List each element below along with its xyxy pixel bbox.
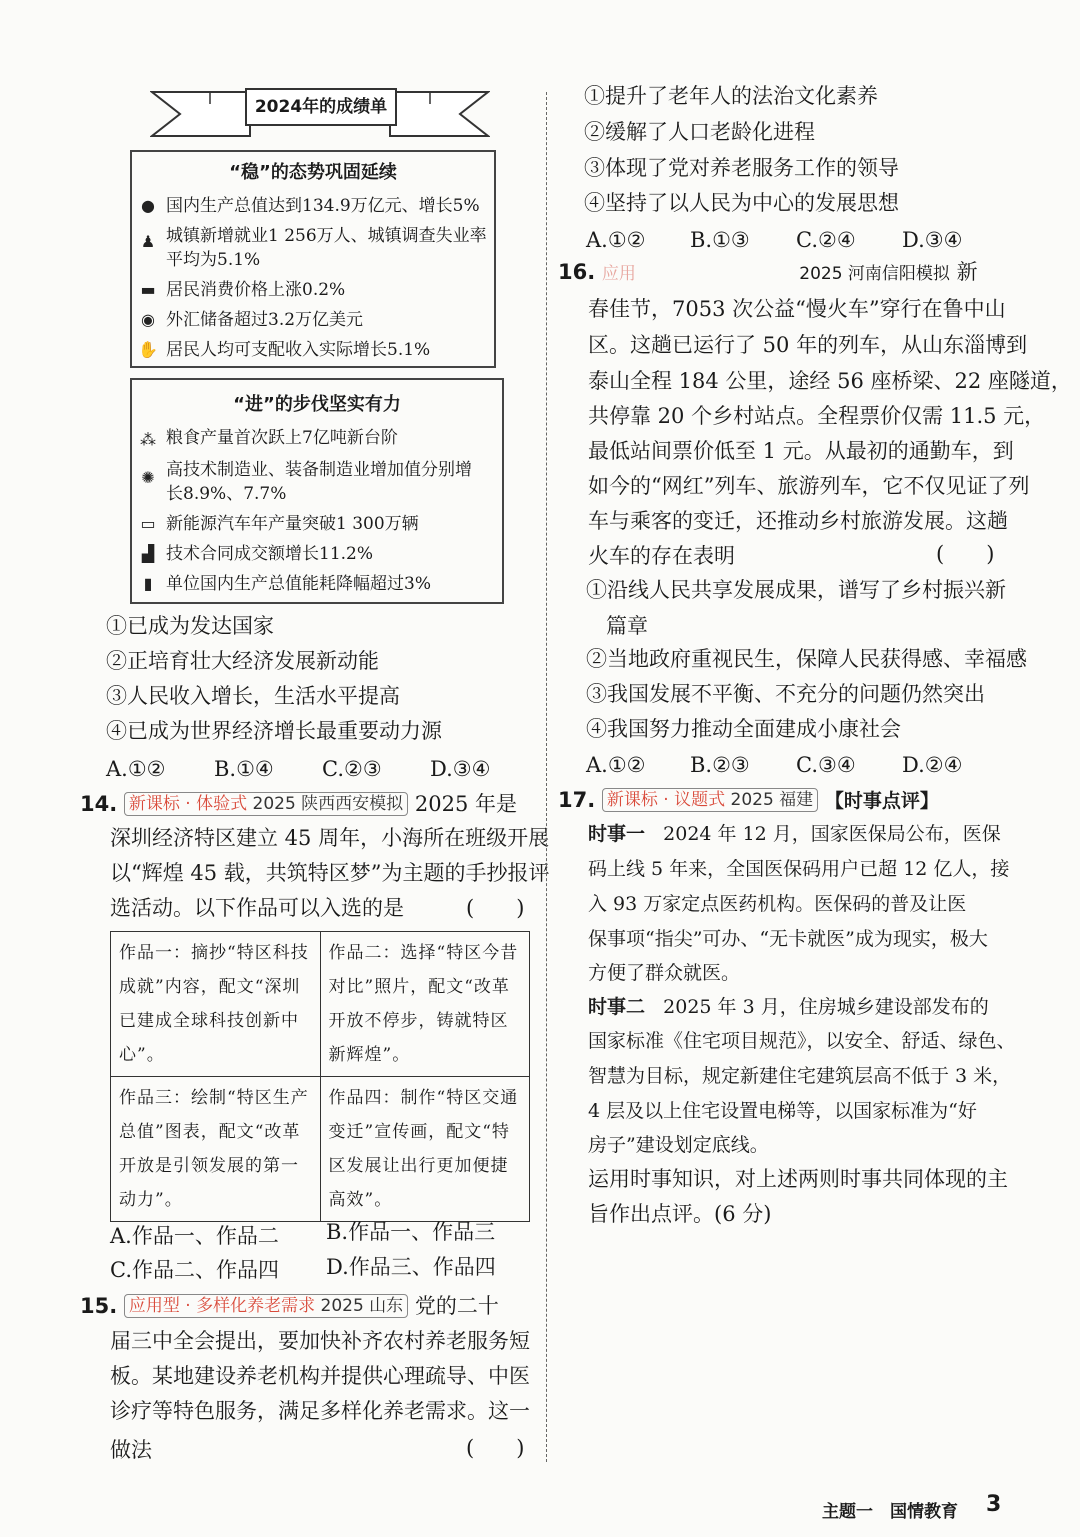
q15-line-5: 做法 <box>110 1438 152 1462</box>
progress-item-3: 新能源汽车年产量突破1 300万辆 <box>166 514 419 534</box>
q14-number: 14. <box>80 792 118 816</box>
progress-item-2-cont: 长8.9%、7.7% <box>166 484 287 504</box>
q15-tag: 应用型 · 多样化养老需求 2025 山东 <box>124 1294 408 1318</box>
q16-option-3: ③我国发展不平衡、不充分的问题仍然突出 <box>586 682 985 706</box>
stable-item-5: 居民人均可支配收入实际增长5.1% <box>166 340 431 360</box>
q17-event1-title: 时事一 <box>588 823 646 845</box>
q17-tag: 新课标 · 议题式 2025 福建 <box>602 788 818 812</box>
q15-option-2: ②缓解了人口老龄化进程 <box>584 120 815 144</box>
q14-choice-b: B.作品一、作品三 <box>326 1220 496 1244</box>
grain-icon: ⁂ <box>140 430 156 449</box>
progress-item-1: 粮食产量首次跃上7亿吨新台阶 <box>166 428 398 448</box>
q15-header <box>80 1292 499 1320</box>
progress-item-5: 单位国内生产总值能耗降幅超过3% <box>166 574 431 594</box>
q14-line-2: 深圳经济特区建立 45 周年，小海所在班级开展 <box>110 826 550 850</box>
q17-task-line-2: 旨作出点评。(6 分) <box>588 1202 772 1226</box>
people-icon: ♟ <box>140 232 156 251</box>
q16-option-1: ①沿线人民共享发展成果，谱写了乡村振兴新 <box>586 578 1006 602</box>
work-3: 作品三：绘制“特区生产总值”图表，配文“改革开放是引领发展的第一动力”。 <box>111 1077 321 1222</box>
q16-option-1-cont: 篇章 <box>606 614 648 638</box>
progress-item-4: 技术合同成交额增长11.2% <box>166 544 374 564</box>
q16-option-4: ④我国努力推动全面建成小康社会 <box>586 717 901 741</box>
q17-event2-line-3: 智慧为目标，规定新建住宅建筑层高不低于 3 米， <box>588 1065 1012 1087</box>
coin-icon: ● <box>141 196 155 215</box>
q14-tag: 新课标 · 体验式 2025 陕西西安模拟 <box>124 792 408 816</box>
q15-line-2: 届三中全会提出，要加快补齐农村养老服务短 <box>110 1329 530 1353</box>
q16-header <box>558 258 978 288</box>
fuel-icon: ▮ <box>143 574 153 593</box>
q17-event2-title: 时事二 <box>588 996 646 1018</box>
work-4: 作品四：制作“特区交通变迁”宣传画，配文“特区发展让出行更加便捷高效”。 <box>320 1077 530 1222</box>
q16-choice-d: D.②④ <box>902 753 963 777</box>
q15-answer-bracket[interactable]: ( ) <box>466 1436 525 1460</box>
q17-label: 【时事点评】 <box>824 790 939 812</box>
q16-line-1: 新 <box>956 260 978 284</box>
q14-line-1: 2025 年是 <box>414 792 517 816</box>
stable-item-2-cont: 平均为5.1% <box>166 250 261 270</box>
q17-number: 17. <box>558 788 596 812</box>
gear-icon: ✺ <box>141 468 155 487</box>
q15-option-1: ①提升了老年人的法治文化素养 <box>584 84 878 108</box>
banner-title: 2024年的成绩单 <box>245 88 397 126</box>
q13-option-3: ③人民收入增长，生活水平提高 <box>106 684 400 708</box>
q17-task-line-1: 运用时事知识，对上述两则时事共同体现的主 <box>588 1167 1008 1191</box>
q13-choice-d: D.③④ <box>430 757 491 781</box>
q16-line-7: 如今的“网红”列车、旅游列车，它不仅见证了列 <box>588 474 1030 498</box>
q16-line-5: 共停靠 20 个乡村站点。全程票价仅需 11.5 元， <box>588 404 1046 428</box>
q14-choice-d: D.作品三、作品四 <box>326 1255 496 1279</box>
q16-line-6: 最低站间票价低至 1 元。从最初的通勤车，到 <box>588 439 1014 463</box>
q15-line-4: 诊疗等特色服务，满足多样化养老需求。这一 <box>110 1399 530 1423</box>
q16-answer-bracket[interactable]: ( ) <box>936 542 995 566</box>
q17-event2-line-5: 房子”建设划定底线。 <box>588 1134 769 1156</box>
q15-option-4: ④坚持了以人民为中心的发展思想 <box>584 191 899 215</box>
q16-tag-faded: 应用 <box>601 264 636 284</box>
column-divider <box>546 92 547 1462</box>
footer-section: 主题一 <box>822 1502 873 1522</box>
wallet-icon: ▬ <box>140 280 156 299</box>
q17-event1-line-1: 2024 年 12 月，国家医保局公布，医保 <box>663 823 1001 845</box>
work-2: 作品二：选择“特区今昔对比”照片，配文“改革开放不停步，铸就特区新辉煌”。 <box>320 932 530 1077</box>
footer-title: 国情教育 <box>890 1502 958 1522</box>
q15-number: 15. <box>80 1294 118 1318</box>
stable-item-3: 居民消费价格上涨0.2% <box>166 280 346 300</box>
stable-item-1: 国内生产总值达到134.9万亿元、增长5% <box>166 196 480 216</box>
q17-event1-line-2: 码上线 5 年来，全国医保码用户已超 12 亿人，接 <box>588 858 1010 880</box>
q14-line-4: 选活动。以下作品可以入选的是 <box>110 896 404 920</box>
q17-event1-line-5: 方便了群众就医。 <box>588 962 741 984</box>
q16-line-8: 车与乘客的变迁，还推动乡村旅游发展。这趟 <box>588 509 1008 533</box>
q15-choice-c: C.②④ <box>796 228 856 252</box>
q16-choice-b: B.②③ <box>690 753 750 777</box>
q13-option-4: ④已成为世界经济增长最重要动力源 <box>106 719 442 743</box>
q14-header <box>80 790 517 818</box>
panel-stable-title: “稳”的态势巩固延续 <box>229 162 397 183</box>
panel-progress <box>130 378 504 604</box>
q14-works-table <box>110 931 530 1222</box>
money-bag-icon: ◉ <box>141 310 155 329</box>
q16-number: 16. <box>558 260 596 284</box>
q14-line-3: 以“辉煌 45 载，共筑特区梦”为主题的手抄报评 <box>110 861 550 885</box>
q15-line-3: 板。某地建设养老机构并提供心理疏导、中医 <box>110 1364 530 1388</box>
q14-choice-a: A.作品一、作品二 <box>110 1224 279 1248</box>
q16-line-9: 火车的存在表明 <box>588 544 735 568</box>
chart-up-icon: ▟ <box>141 544 155 563</box>
q16-option-2: ②当地政府重视民生，保障人民获得感、幸福感 <box>586 647 1027 671</box>
q14-answer-bracket[interactable]: ( ) <box>466 896 525 920</box>
q17-event1-line-4: 保事项“指尖”可办、“无卡就医”成为现实，极大 <box>588 928 988 950</box>
q16-line-2: 春佳节，7053 次公益“慢火车”穿行在鲁中山 <box>588 297 1006 321</box>
q15-line-1: 党的二十 <box>414 1294 499 1318</box>
q17-event2-line-2: 国家标准《住宅项目规范》，以安全、舒适、绿色、 <box>588 1030 1016 1052</box>
page-number: 3 <box>986 1492 1002 1517</box>
q15-choice-d: D.③④ <box>902 228 963 252</box>
q15-option-3: ③体现了党对养老服务工作的领导 <box>584 156 899 180</box>
q17-event2 <box>588 993 989 1021</box>
q17-event1-line-3: 入 93 万家定点医药机构。医保码的普及让医 <box>588 893 967 915</box>
work-1: 作品一：摘抄“特区科技成就”内容，配文“深圳已建成全球科技创新中心”。 <box>111 932 321 1077</box>
hand-coin-icon: ✋ <box>138 340 158 359</box>
q14-choice-c: C.作品二、作品四 <box>110 1258 279 1282</box>
q16-line-4: 泰山全程 184 公里，途经 56 座桥梁、22 座隧道， <box>588 369 1072 393</box>
q17-event2-line-4: 4 层及以上住宅设置电梯等，以国家标准为“好 <box>588 1100 977 1122</box>
q13-choice-c: C.②③ <box>322 757 382 781</box>
q17-header <box>558 786 939 815</box>
q16-tag-source: 2025 河南信阳模拟 <box>799 264 950 284</box>
panel-stable <box>130 150 496 368</box>
q16-line-3: 区。这趟已运行了 50 年的列车，从山东淄博到 <box>588 333 1028 357</box>
progress-item-2: 高技术制造业、装备制造业增加值分别增 <box>166 460 472 480</box>
q15-choice-a: A.①② <box>586 228 646 252</box>
q17-event2-line-1: 2025 年 3 月，住房城乡建设部发布的 <box>663 996 989 1018</box>
q13-choice-b: B.①④ <box>214 757 274 781</box>
stable-item-2: 城镇新增就业1 256万人、城镇调查失业率 <box>166 226 487 246</box>
car-icon: ▭ <box>140 514 156 533</box>
q13-choice-a: A.①② <box>106 757 166 781</box>
q15-choice-b: B.①③ <box>690 228 750 252</box>
q17-event1 <box>588 820 1001 848</box>
stable-item-4: 外汇储备超过3.2万亿美元 <box>166 310 364 330</box>
q13-option-1: ①已成为发达国家 <box>106 614 274 638</box>
q16-choice-c: C.③④ <box>796 753 856 777</box>
panel-progress-title: “进”的步伐坚实有力 <box>233 394 401 415</box>
q13-option-2: ②正培育壮大经济发展新动能 <box>106 649 379 673</box>
q16-choice-a: A.①② <box>586 753 646 777</box>
